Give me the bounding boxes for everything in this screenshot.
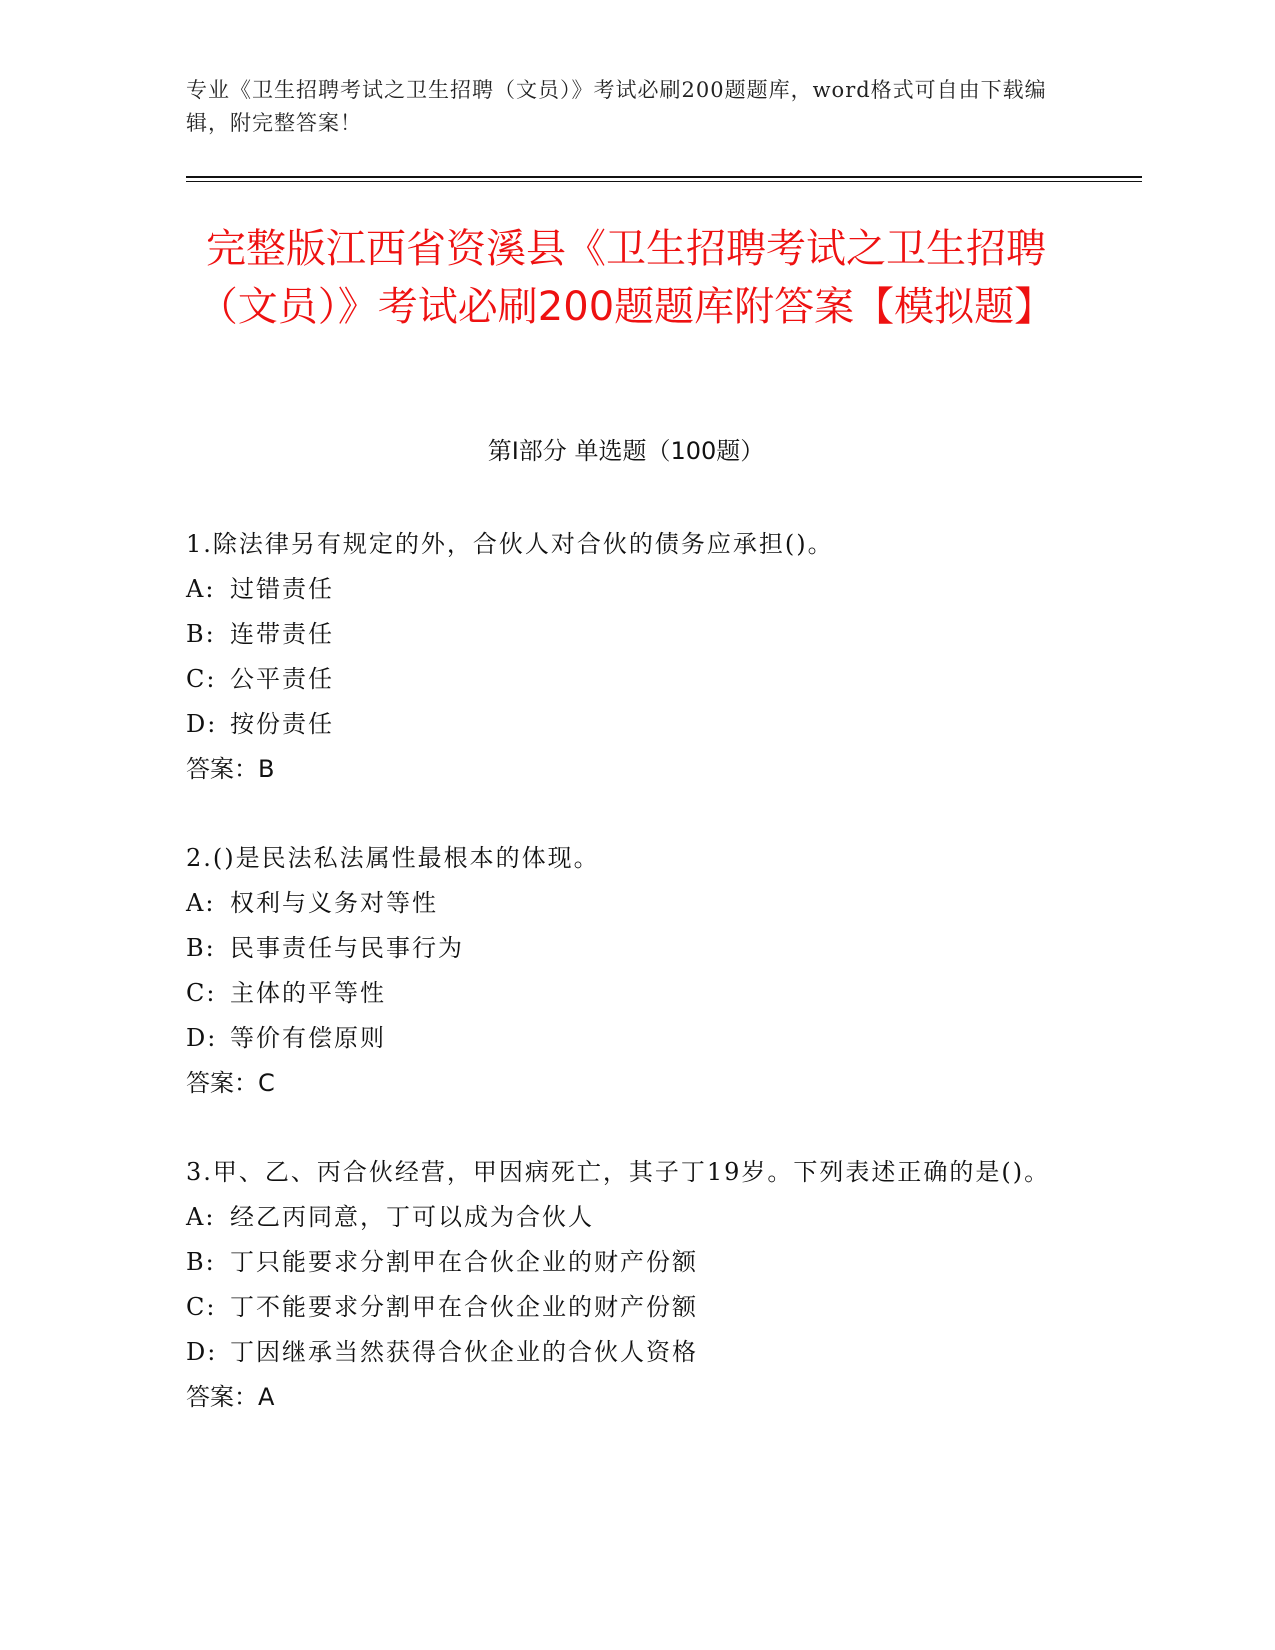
option-c — [186, 1285, 1066, 1330]
option-key: B: — [186, 1248, 216, 1276]
question-stem: 2.()是民法私法属性最根本的体现。 — [186, 844, 600, 872]
option-text: 丁因继承当然获得合伙企业的合伙人资格 — [230, 1338, 698, 1366]
option-key: C: — [186, 1293, 217, 1321]
question-stem: 1.除法律另有规定的外，合伙人对合伙的债务应承担()。 — [186, 530, 834, 558]
answer-line: 答案：C — [186, 1069, 275, 1097]
question-1 — [186, 522, 1066, 792]
option-key: B: — [186, 620, 216, 648]
option-text: 丁只能要求分割甲在合伙企业的财产份额 — [230, 1248, 698, 1276]
document-title: 完整版江西省资溪县《卫生招聘考试之卫生招聘（文员）》考试必刷200题题库附答案【模拟题】 — [197, 226, 1055, 330]
option-text: 经乙丙同意，丁可以成为合伙人 — [230, 1203, 594, 1231]
option-key: A: — [186, 1203, 216, 1231]
option-text: 等价有偿原则 — [230, 1024, 386, 1052]
question-stem: 3.甲、乙、丙合伙经营，甲因病死亡，其子丁19岁。下列表述正确的是()。 — [186, 1158, 1051, 1186]
option-a — [186, 881, 1066, 926]
option-text: 主体的平等性 — [230, 979, 386, 1007]
option-key: D: — [186, 1338, 218, 1366]
option-c — [186, 971, 1066, 1016]
option-key: A: — [186, 575, 216, 603]
option-b — [186, 926, 1066, 971]
option-key: B: — [186, 934, 216, 962]
option-b — [186, 1240, 1066, 1285]
question-2 — [186, 836, 1066, 1106]
option-key: D: — [186, 1024, 218, 1052]
option-d — [186, 702, 1066, 747]
option-b — [186, 612, 1066, 657]
header-rule-thick — [186, 176, 1142, 178]
option-key: A: — [186, 889, 216, 917]
header-rule-thin — [186, 181, 1142, 182]
option-a — [186, 1195, 1066, 1240]
option-text: 连带责任 — [230, 620, 334, 648]
option-text: 过错责任 — [230, 575, 334, 603]
option-a — [186, 567, 1066, 612]
option-text: 按份责任 — [230, 710, 334, 738]
option-key: D: — [186, 710, 218, 738]
answer-line: 答案：B — [186, 755, 275, 783]
option-d — [186, 1016, 1066, 1061]
option-text: 公平责任 — [230, 665, 334, 693]
option-text: 权利与义务对等性 — [230, 889, 438, 917]
section-title: 第I部分 单选题（100题） — [487, 437, 765, 465]
option-c — [186, 657, 1066, 702]
option-text: 丁不能要求分割甲在合伙企业的财产份额 — [230, 1293, 698, 1321]
option-d — [186, 1330, 1066, 1375]
option-key: C: — [186, 665, 217, 693]
question-list — [186, 522, 1066, 1464]
option-key: C: — [186, 979, 217, 1007]
answer-line: 答案：A — [186, 1383, 275, 1411]
option-text: 民事责任与民事行为 — [230, 934, 464, 962]
header-note: 专业《卫生招聘考试之卫生招聘（文员）》考试必刷200题题库，word格式可自由下载编辑，附完整答案！ — [186, 78, 1047, 135]
question-3 — [186, 1150, 1066, 1420]
